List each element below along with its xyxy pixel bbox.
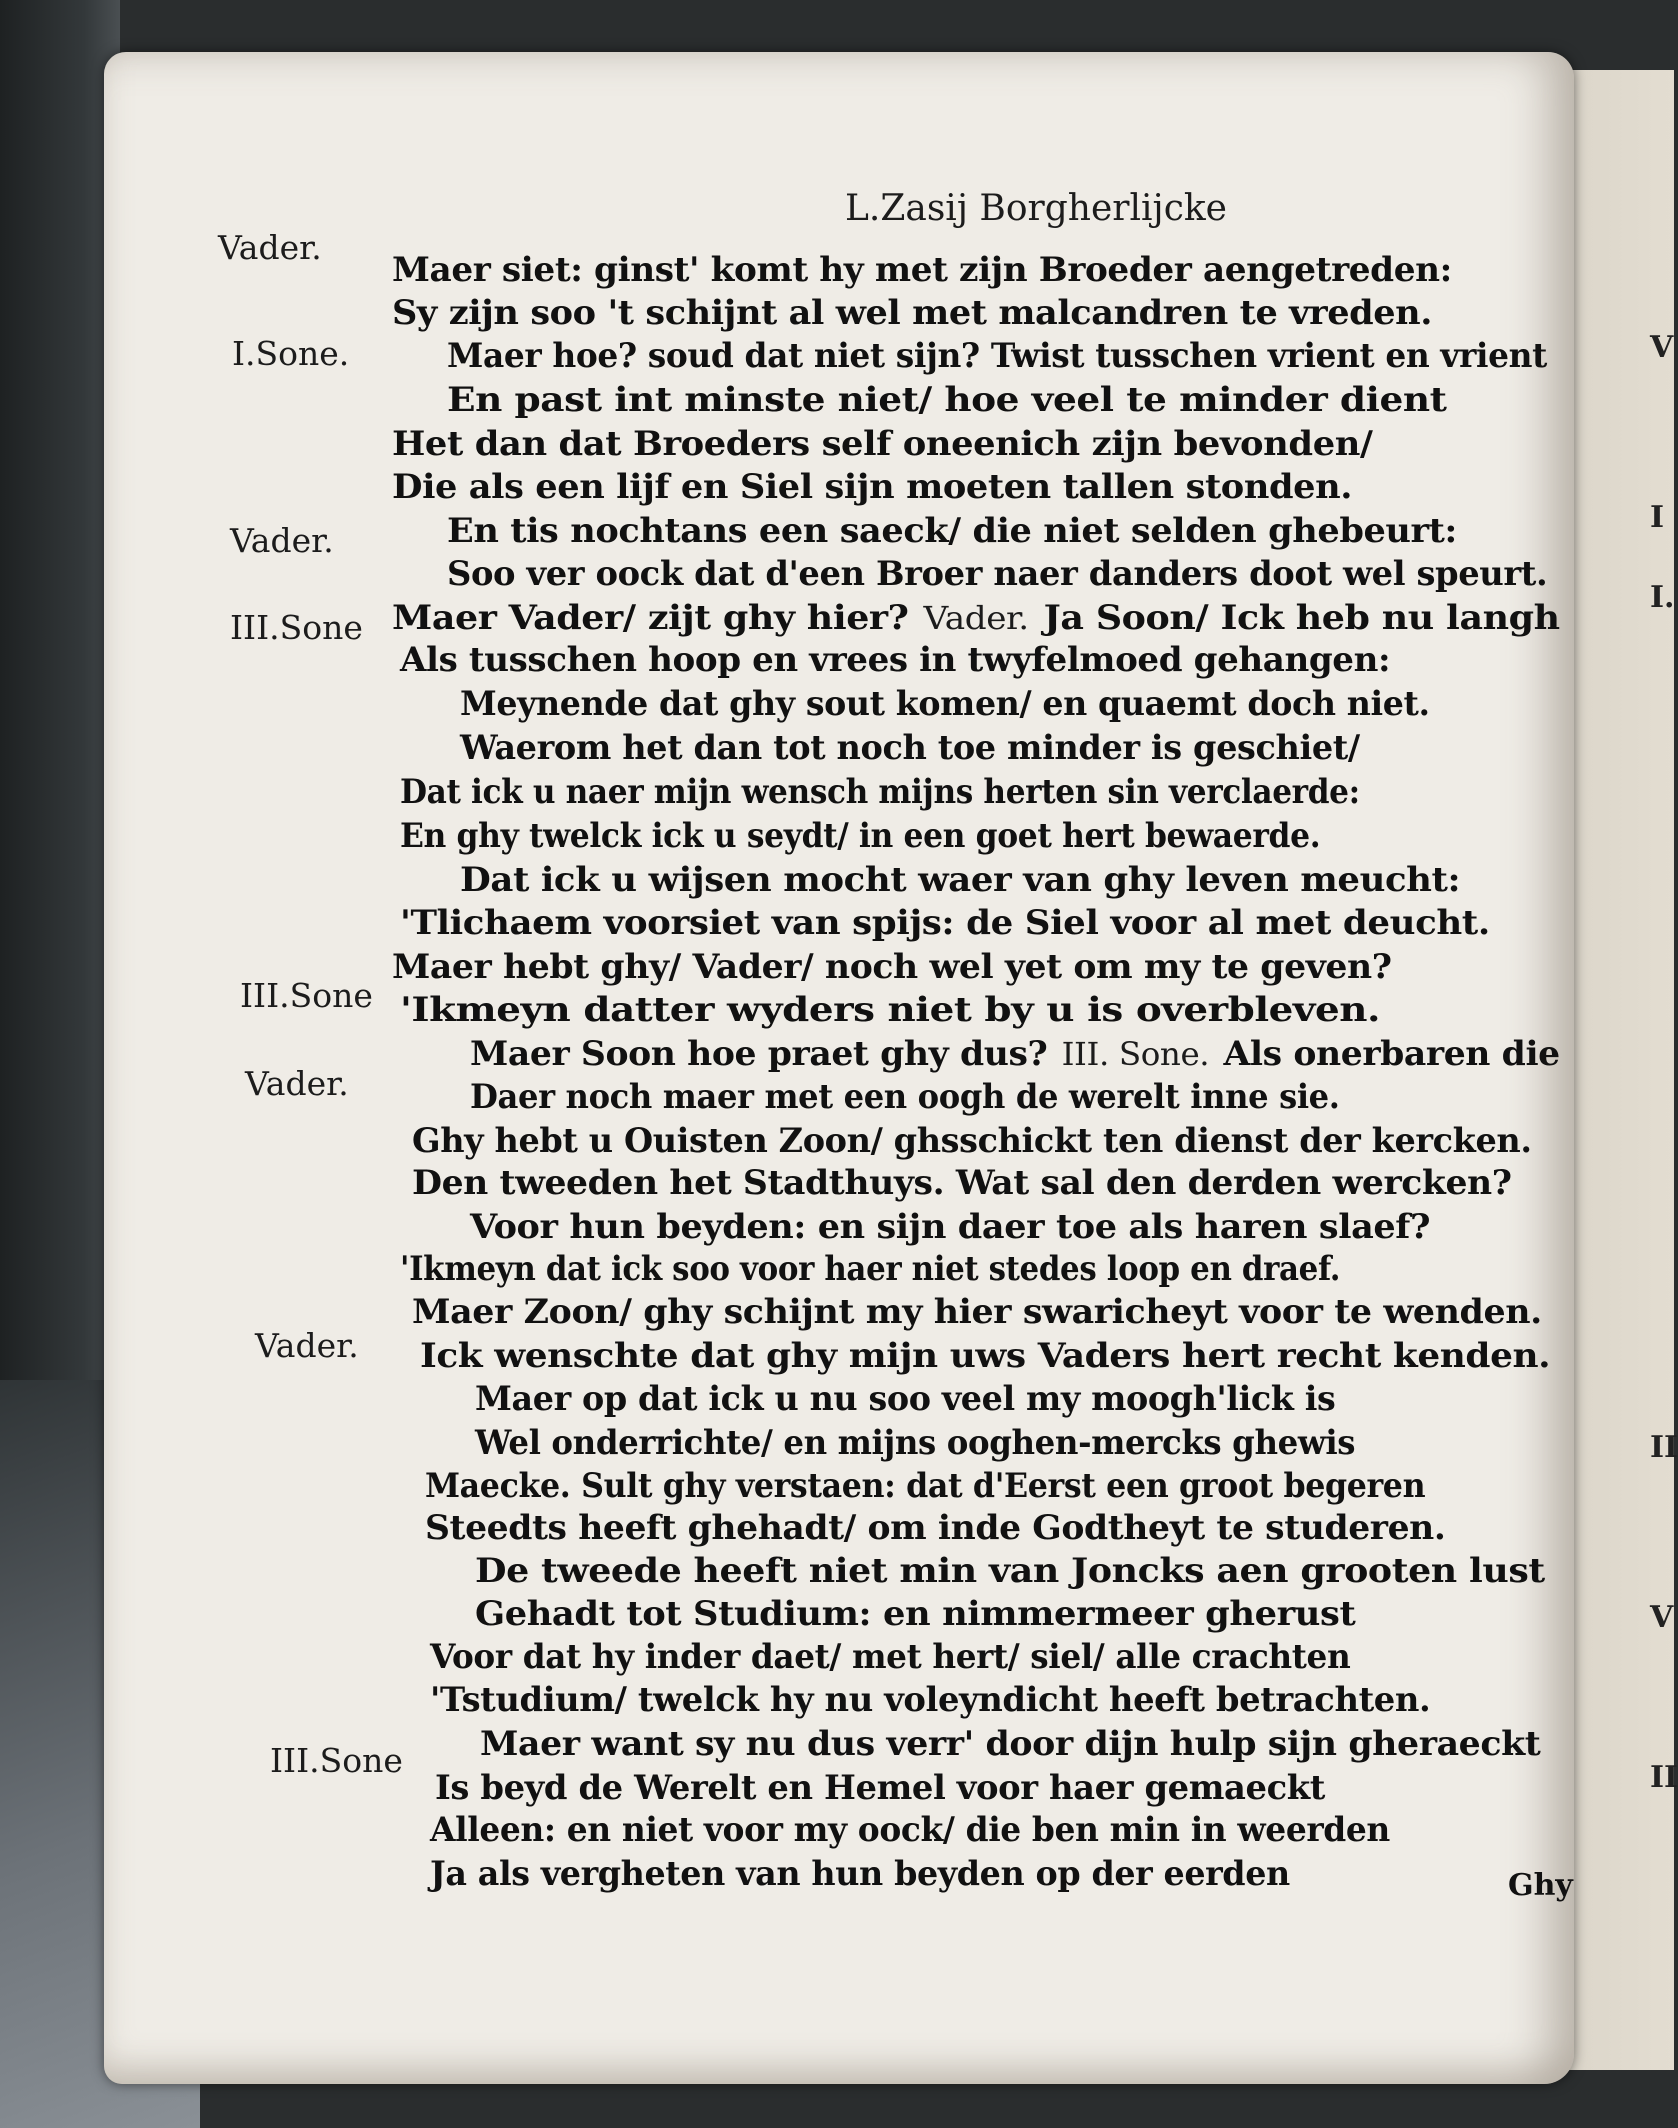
verse-line-text: Het dan dat Broeders self oneenich zijn bevonden/ — [392, 424, 1373, 464]
speaker-label: Vader. — [245, 1064, 349, 1103]
speaker-label: III.Sone — [270, 1741, 403, 1780]
verse-line-text: Maer Soon hoe praet ghy dus? — [470, 1034, 1048, 1074]
running-head: L.Zasij Borgherlijcke — [845, 188, 1227, 229]
verse-line-text: Dat ick u wijsen mocht waer van ghy leven meucht: — [460, 860, 1461, 900]
verse-line-text: Daer noch maer met een oogh de werelt inne sie. — [470, 1077, 1340, 1117]
verse-line — [430, 1637, 1350, 1677]
speaker-label: III.Sone — [240, 976, 373, 1015]
verse-line-text: Maer siet: ginst' komt hy met zijn Broeder aengetreden: — [392, 250, 1452, 290]
inline-speaker-label: Vader. — [923, 599, 1029, 637]
verse-line — [392, 598, 1560, 638]
verse-line-text: Ja als vergheten van hun beyden op der eerden — [430, 1854, 1290, 1894]
verse-line — [475, 1379, 1335, 1419]
verse-line-text: Voor dat hy inder daet/ met hert/ siel/ alle crachten — [430, 1637, 1351, 1677]
verse-line — [400, 640, 1390, 680]
catchword: Ghy — [1508, 1868, 1573, 1903]
verse-line-continuation: Ja Soon/ Ick heb nu langh — [1043, 598, 1560, 638]
facing-page-fragment: V — [1650, 330, 1674, 365]
speaker-label: Vader. — [230, 521, 334, 560]
verse-line-text: En past int minste niet/ hoe veel te minder dient — [447, 380, 1447, 420]
verse-line — [400, 1249, 1340, 1289]
verse-line-text: Maer op dat ick u nu soo veel my moogh'lick is — [475, 1379, 1336, 1419]
verse-line-text: Meynende dat ghy sout komen/ en quaemt doch niet. — [460, 684, 1430, 724]
verse-line-text: Gehadt tot Studium: en nimmermeer gherust — [475, 1594, 1356, 1634]
verse-line-text: Is beyd de Werelt en Hemel voor haer gemaeckt — [435, 1768, 1325, 1808]
verse-line-text: Die als een lijf en Siel sijn moeten tallen stonden. — [392, 467, 1353, 507]
speaker-label: I.Sone. — [232, 334, 350, 373]
verse-line-text: Maer want sy nu dus verr' door dijn hulp sijn gheraeckt — [480, 1724, 1541, 1764]
verse-line-text: En tis nochtans een saeck/ die niet selden ghebeurt: — [447, 511, 1457, 551]
verse-line — [447, 554, 1547, 594]
verse-line — [420, 1336, 1550, 1376]
verse-line-text: Soo ver oock dat d'een Broer naer danders doot wel speurt. — [447, 554, 1548, 594]
verse-line-text: Wel onderrichte/ en mijns ooghen-mercks ghewis — [475, 1423, 1356, 1463]
verse-line-text: 'Tlichaem voorsiet van spijs: de Siel voor al met deucht. — [400, 903, 1490, 943]
verse-line-text: Als tusschen hoop en vrees in twyfelmoed gehangen: — [400, 640, 1391, 680]
verse-line — [412, 1121, 1532, 1161]
verse-line-continuation: Als onerbaren die — [1223, 1034, 1560, 1074]
inline-speaker-label: III. Sone. — [1061, 1035, 1210, 1073]
verse-line — [430, 1680, 1430, 1720]
verse-line — [475, 1551, 1545, 1591]
verse-line-text: Ghy hebt u Ouisten Zoon/ ghsschickt ten dienst der kercken. — [412, 1121, 1532, 1161]
verse-line — [425, 1466, 1425, 1506]
verse-line-text: Waerom het dan tot noch toe minder is geschiet/ — [460, 728, 1360, 768]
verse-line — [470, 1077, 1340, 1117]
verse-line — [470, 1034, 1560, 1074]
verse-line — [392, 424, 1372, 464]
verse-line-text: Den tweeden het Stadthuys. Wat sal den derden wercken? — [412, 1163, 1512, 1203]
verse-line-text: Alleen: en niet voor my oock/ die ben min in weerden — [430, 1810, 1390, 1850]
verse-line-text: Dat ick u naer mijn wensch mijns herten sin verclaerde: — [400, 772, 1360, 812]
verse-line-text: Steedts heeft ghehadt/ om inde Godtheyt te studeren. — [425, 1508, 1446, 1548]
verse-line — [470, 1207, 1430, 1247]
verse-line — [460, 860, 1460, 900]
verse-line — [412, 1292, 1542, 1332]
verse-line — [480, 1724, 1540, 1764]
verse-line — [400, 903, 1490, 943]
verse-line — [412, 1163, 1512, 1203]
verse-line-text: 'Ikmeyn dat ick soo voor haer niet stedes loop en draef. — [400, 1249, 1341, 1289]
speaker-label: III.Sone — [230, 608, 363, 647]
verse-line — [392, 293, 1432, 333]
verse-line-text: 'Tstudium/ twelck hy nu voleyndicht heeft betrachten. — [430, 1680, 1431, 1720]
facing-page-fragment: I — [1650, 500, 1665, 535]
facing-page-fragment: II — [1650, 1760, 1678, 1795]
verse-line — [435, 1768, 1325, 1808]
facing-page-fragment: V — [1650, 1600, 1674, 1635]
verse-line-text: Maer Zoon/ ghy schijnt my hier swaricheyt voor te wenden. — [412, 1292, 1542, 1332]
verse-line-text: Sy zijn soo 't schijnt al wel met malcandren te vreden. — [392, 293, 1433, 333]
verse-line-text: Maer hebt ghy/ Vader/ noch wel yet om my te geven? — [392, 947, 1392, 987]
speaker-label: Vader. — [255, 1326, 359, 1365]
verse-line-text: 'Ikmeyn datter wyders niet by u is overbleven. — [400, 990, 1381, 1030]
verse-line — [475, 1594, 1355, 1634]
verse-line-text: Maer Vader/ zijt ghy hier? — [392, 598, 909, 638]
verse-line — [447, 380, 1447, 420]
verse-line-text: Maecke. Sult ghy verstaen: dat d'Eerst een groot begeren — [425, 1466, 1426, 1506]
verse-line-text: De tweede heeft niet min van Joncks aen grooten lust — [475, 1551, 1545, 1591]
verse-line — [430, 1854, 1290, 1894]
verse-line-text: Ick wenschte dat ghy mijn uws Vaders hert recht kenden. — [420, 1336, 1551, 1376]
verse-line-text: Voor hun beyden: en sijn daer toe als haren slaef? — [470, 1207, 1431, 1247]
verse-line — [400, 990, 1380, 1030]
verse-line — [400, 772, 1360, 812]
verse-line — [392, 467, 1352, 507]
verse-line — [392, 250, 1452, 290]
verse-line — [430, 1810, 1390, 1850]
verse-line — [460, 684, 1430, 724]
verse-line — [447, 336, 1547, 376]
verse-line — [475, 1423, 1355, 1463]
verse-line — [400, 816, 1320, 856]
verse-line — [392, 947, 1392, 987]
verse-line-text: Maer hoe? soud dat niet sijn? Twist tusschen vrient en vrient — [447, 336, 1547, 376]
facing-page-fragment: II — [1650, 1430, 1678, 1465]
speaker-label: Vader. — [218, 228, 322, 267]
verse-line — [425, 1508, 1445, 1548]
verse-line — [447, 511, 1457, 551]
verse-line-text: En ghy twelck ick u seydt/ in een goet hert bewaerde. — [400, 816, 1321, 856]
facing-page-fragment: I. — [1650, 580, 1675, 615]
verse-line — [460, 728, 1360, 768]
